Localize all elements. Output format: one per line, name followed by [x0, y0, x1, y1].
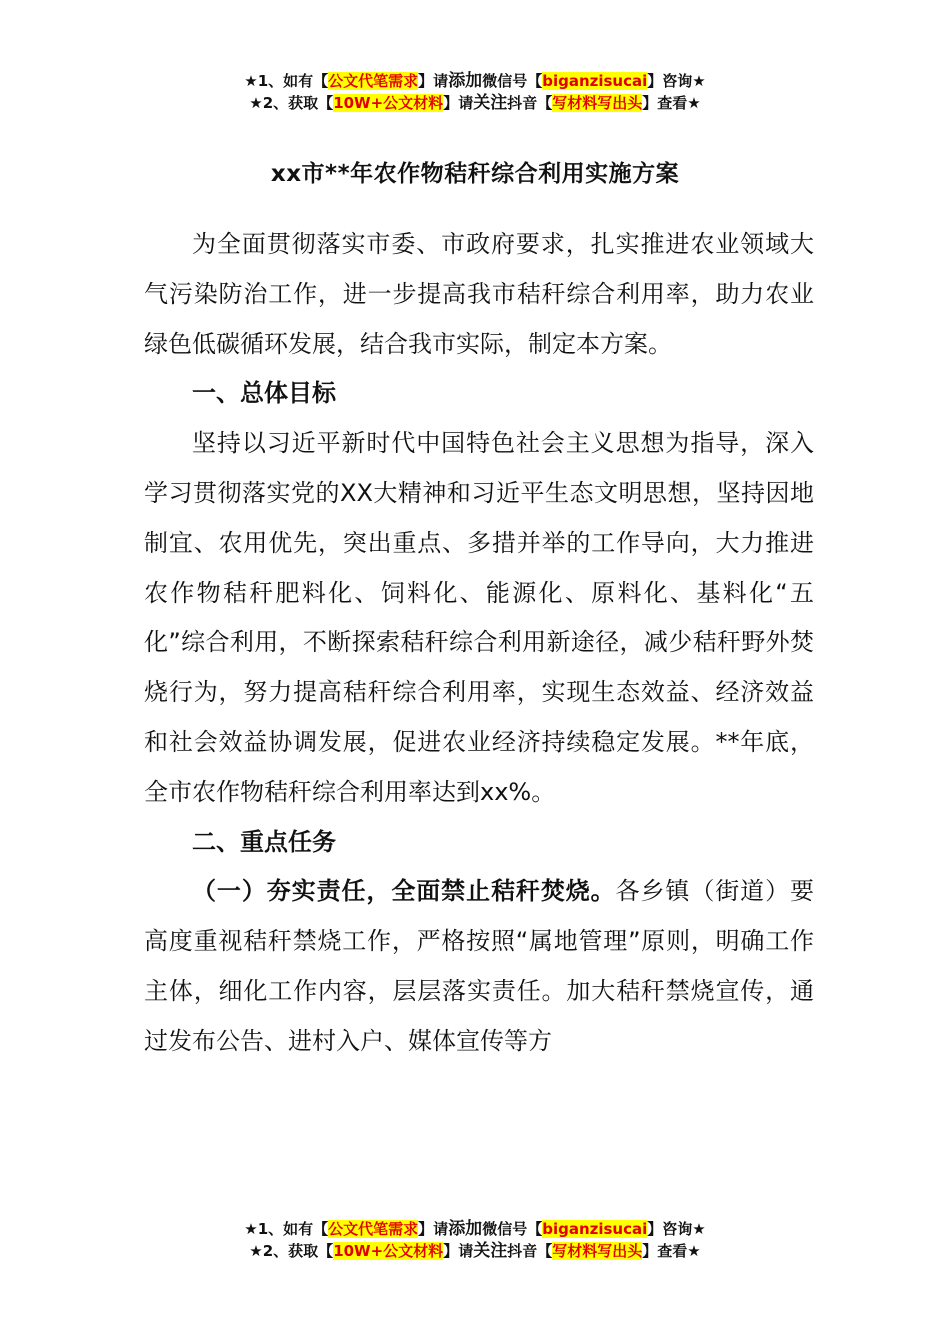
promo-line-2	[0, 92, 950, 114]
promo-highlight: biganzisucai	[542, 1220, 648, 1238]
promo-banner-top	[0, 70, 950, 114]
promo-text: 】查看★	[642, 94, 701, 112]
promo-text: 】咨询★	[647, 72, 706, 90]
section-heading-1: 一、总体目标	[192, 379, 336, 408]
promo-text: 微信号【	[482, 1220, 543, 1238]
promo-emphasis: 关注	[473, 93, 508, 113]
promo-text: 】查看★	[642, 1242, 701, 1260]
promo-text: ★1、如有【	[244, 72, 329, 90]
promo-highlight: 10W+公文材料	[333, 94, 444, 112]
intro-paragraph: 为全面贯彻落实市委、市政府要求，扎实推进农业领域大气污染防治工作，进一步提高我市秸秆综合利用率，助力农业绿色低碳循环发展，结合我市实际，制定本方案。	[144, 230, 814, 358]
promo-emphasis: 关注	[473, 1241, 508, 1261]
promo-highlight: biganzisucai	[542, 72, 648, 90]
promo-text: 】请	[443, 94, 474, 112]
promo-text: 】咨询★	[647, 1220, 706, 1238]
promo-text: 抖音【	[507, 1242, 553, 1260]
promo-highlight: 公文代笔需求	[328, 1220, 419, 1238]
promo-highlight: 写材料写出头	[552, 94, 643, 112]
promo-highlight: 10W+公文材料	[333, 1242, 444, 1260]
section-heading-2: 二、重点任务	[192, 827, 336, 856]
task-1-paragraph	[144, 867, 814, 1066]
promo-text: 】请	[418, 1220, 449, 1238]
document-title: xx市**年农作物秸秆综合利用实施方案	[270, 161, 680, 187]
section-1-paragraph: 坚持以习近平新时代中国特色社会主义思想为指导，深入学习贯彻落实党的XX大精神和习近平生态文明思想，坚持因地制宜、农用优先，突出重点、多措并举的工作导向，大力推进农作物秸秆肥料化、饲料化、能源化、原料化、基料化“五化”综合利用，不断探索秸秆综合利用新途径，减少秸秆野外焚烧行为，努力提高秸秆综合利用率，实现生态效益、经济效益和社会效益协调发展，促进农业经济持续稳定发展。**年底，全市农作物秸秆综合利用率达到xx%。	[144, 429, 814, 806]
promo-text: 】请	[418, 72, 449, 90]
promo-text: 微信号【	[482, 72, 543, 90]
promo-text: 抖音【	[507, 94, 553, 112]
promo-line-1	[0, 1218, 950, 1240]
promo-line-2	[0, 1240, 950, 1262]
promo-text: ★2、获取【	[249, 94, 334, 112]
promo-text: ★1、如有【	[244, 1220, 329, 1238]
promo-text: ★2、获取【	[249, 1242, 334, 1260]
promo-emphasis: 添加	[448, 71, 483, 91]
task-1-body: 各乡镇（街道）要高度重视秸秆禁烧工作，严格按照“属地管理”原则，明确工作主体，细化工作内容，层层落实责任。加大秸秆禁烧宣传，通过发布公告、进村入户、媒体宣传等方	[144, 877, 815, 1055]
document-body	[144, 220, 814, 1067]
promo-line-1	[0, 70, 950, 92]
promo-highlight: 写材料写出头	[552, 1242, 643, 1260]
task-1-lead: （一）夯实责任，全面禁止秸秆焚烧。	[192, 877, 616, 906]
promo-banner-bottom	[0, 1218, 950, 1262]
promo-emphasis: 添加	[448, 1219, 483, 1239]
promo-highlight: 公文代笔需求	[328, 72, 419, 90]
promo-text: 】请	[443, 1242, 474, 1260]
